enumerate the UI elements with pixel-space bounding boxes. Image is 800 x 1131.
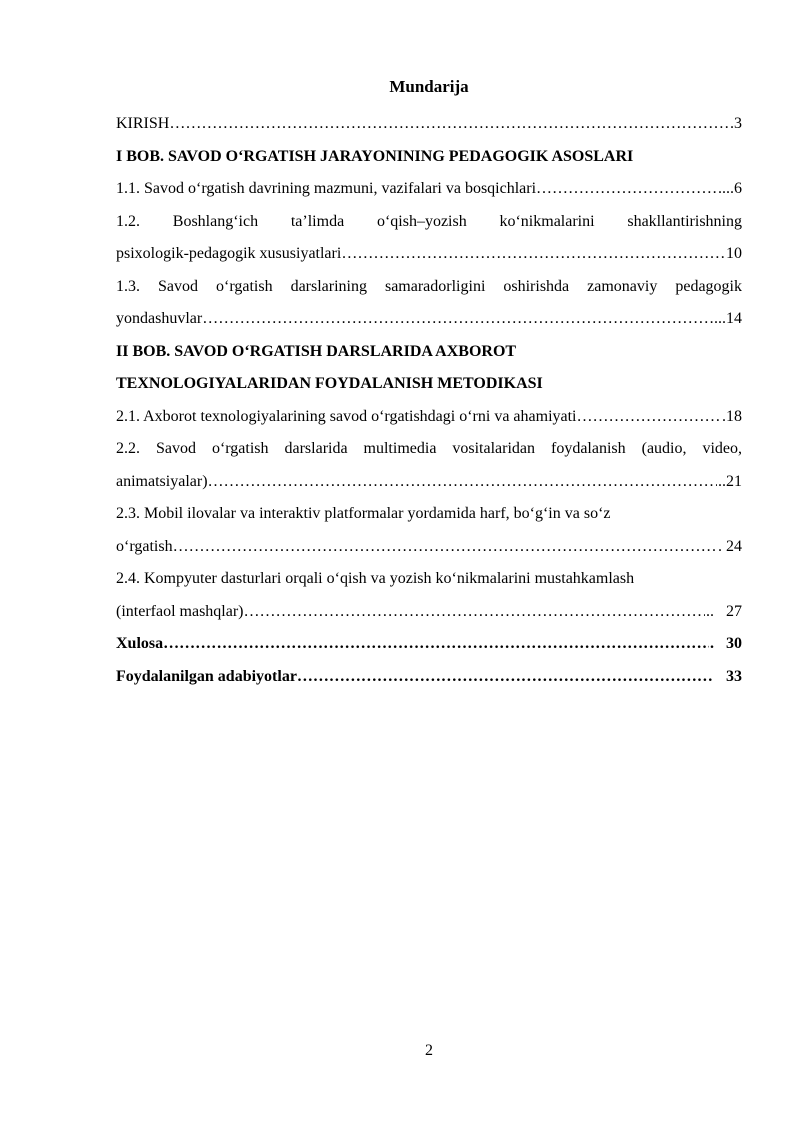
leader-dots [163,628,709,661]
toc-entry-2-3-line1[interactable]: 2.3. Mobil ilovalar va interaktiv platformalar yordamida harf, bo‘g‘in va so‘z [116,505,611,522]
toc-entry-2-4-line1[interactable]: 2.4. Kompyuter dasturlari orqali o‘qish va yozish ko‘nikmalarini mustahkamlash [116,570,635,587]
toc-page-number: 10 [726,245,742,262]
toc-entry-1-2-line1[interactable]: 1.2. Boshlang‘ich ta’limda o‘qish–yozish ko‘nikmalarini shakllantirishning [116,212,742,230]
toc-entry-label: 2.1. Axborot texnologiyalarining savod o‘rgatishdagi o‘rni va ahamiyati [116,407,577,425]
toc-chapter-2-title-line1[interactable]: II BOB. SAVOD O‘RGATISH DARSLARIDA AXBOROT [116,342,517,360]
toc-entry-references[interactable] [116,661,742,694]
toc-entry-2-2[interactable] [116,466,742,499]
toc-chapter-1-title[interactable]: I BOB. SAVOD O‘RGATISH JARAYONINING PEDAGOGIK ASOSLARI [116,147,634,165]
toc-page-number: ...6 [722,180,742,197]
toc-entry-2-2-line1[interactable]: 2.2. Savod o‘rgatish darslarida multimedia vositalaridan foydalanish (audio, video, [116,440,742,457]
leader-dots [202,303,713,336]
leader-dots [173,531,717,564]
leader-dots [208,466,717,499]
toc-page-number: .. 27 [706,602,742,620]
toc-entry-2-1[interactable] [116,401,742,434]
toc-entry-1-2[interactable] [116,238,742,271]
toc-entry-2-3[interactable] [116,531,742,564]
toc-chapter-2-title-line2[interactable]: TEXNOLOGIYALARIDAN FOYDALANISH METODIKASI [116,375,543,392]
table-of-contents [116,108,742,693]
toc-entry-label: (interfaol mashqlar) [116,602,244,620]
toc-title: Mundarija [389,77,469,96]
leader-dots [169,108,733,141]
leader-dots [577,401,722,434]
toc-entry-1-3-line1[interactable]: 1.3. Savod o‘rgatish darslarining samaradorligini oshirishda zamonaviy pedagogik [116,277,742,295]
toc-entry-intro[interactable] [116,108,742,141]
leader-dots [536,173,721,206]
toc-entry-label: Foydalanilgan adabiyotlar [116,667,297,685]
toc-page-number: 33 [714,667,742,685]
toc-page-number: . 30 [710,635,742,652]
toc-entry-1-3[interactable] [116,303,742,336]
leader-dots [297,661,713,694]
toc-page-number: ..21 [718,472,742,490]
toc-entry-label: 1.1. Savod o‘rgatish davrining mazmuni, vazifalari va bosqichlari [116,180,537,197]
leader-dots [244,596,706,629]
page-number: 2 [425,1042,433,1059]
toc-entry-label: psixologik-pedagogik xususiyatlari [116,245,342,262]
toc-page-number: . 24 [718,537,742,555]
toc-page-number: .18 [722,407,742,425]
toc-entry-label: KIRISH [116,115,170,132]
toc-entry-1-1[interactable] [116,173,742,206]
toc-entry-label: animatsiyalar) [116,472,208,490]
toc-entry-label: Xulosa [116,635,164,652]
toc-entry-label: o‘rgatish [116,537,173,555]
toc-entry-2-4[interactable] [116,596,742,629]
toc-page-number: ...14 [714,310,742,327]
leader-dots [341,238,725,271]
toc-page-number: 3 [734,115,742,132]
toc-entry-label: yondashuvlar [116,310,203,327]
toc-entry-conclusion[interactable] [116,628,742,661]
